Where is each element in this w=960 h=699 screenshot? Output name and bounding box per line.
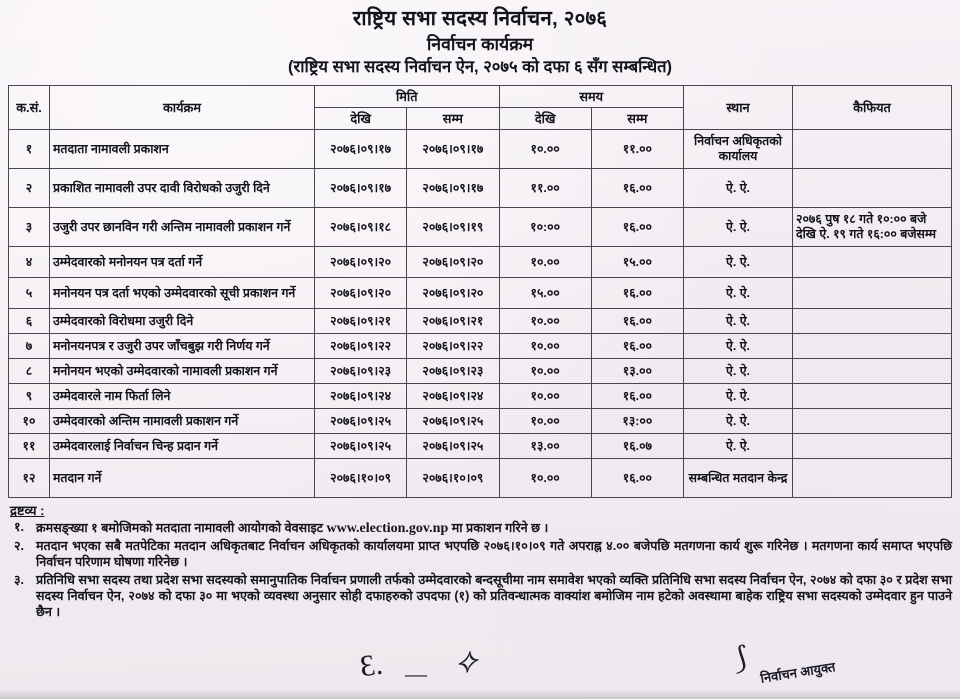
cell-program: उम्मेदवारको विरोधमा उजुरी दिने (50, 308, 315, 333)
cell-serial: ९ (9, 383, 50, 408)
notes-title: द्रष्टव्य : (10, 502, 45, 518)
cell-place: ऐ. ऐ. (684, 333, 793, 358)
cell-remarks (793, 246, 952, 277)
table-row (9, 277, 952, 308)
cell-time-from: १०.०० (499, 383, 591, 408)
note-text: प्रतिनिधि सभा सदस्य तथा प्रदेश सभा सदस्यको समानुपातिक निर्वाचन प्रणाली तर्फको उम्मेदवारको बन्दसूचीमा नाम समावेश भएको व्यक्ति प्रतिनिधि सभा सदस्य निर्वाचन ऐन, २०७४ को दफा ३० र प्रदेश सभा सदस्य निर्वाचन ऐन, २०७४ को दफा ३० मा भएको व्यवस्था अनुसार सोही दफाहरुको उपदफा (१) को प्रतिवन्धात्मक वाक्यांश बमोजिम नाम हटेको अवस्थामा बाहेक राष्ट्रिय सभा सदस्यको उम्मेदवार हुन पाउने छैन । (36, 573, 952, 619)
cell-remarks (793, 358, 952, 383)
cell-program: उम्मेदवारले नाम फिर्ता लिने (50, 383, 315, 408)
cell-program: मनोनयन पत्र दर्ता भएको उम्मेदवारको सूची प्रकाशन गर्ने (50, 277, 315, 308)
page-subtitle: निर्वाचन कार्यक्रम (426, 33, 534, 54)
note-number: १. (14, 519, 25, 534)
cell-remarks (793, 433, 952, 458)
cell-place: ऐ. ऐ. (684, 277, 793, 308)
column-header-place: स्थान (684, 85, 793, 129)
cell-date-from: २०७६।०९।१७ (315, 129, 407, 168)
table-row (9, 333, 952, 358)
cell-program: उम्मेदवारको मनोनयन पत्र दर्ता गर्ने (50, 246, 315, 277)
cell-place: ऐ. ऐ. (684, 383, 793, 408)
cell-date-from: २०७६।०९।१८ (315, 207, 407, 246)
column-header-time-group: समय (499, 85, 684, 107)
note-item (10, 539, 952, 571)
cell-remarks (793, 383, 952, 408)
cell-time-to: १५.०० (591, 246, 683, 277)
cell-date-from: २०७६।१०।०९ (315, 458, 407, 497)
table-header (9, 85, 952, 129)
cell-place: ऐ. ऐ. (684, 168, 793, 207)
cell-date-from: २०७६।०९।२० (315, 246, 407, 277)
cell-date-from: २०७६।०९।२२ (315, 333, 407, 358)
cell-program: उम्मेदवारको अन्तिम नामावली प्रकाशन गर्ने (50, 408, 315, 433)
cell-time-from: १३.०० (499, 433, 591, 458)
cell-place: सम्बन्धित मतदान केन्द्र (684, 458, 793, 497)
cell-program: उम्मेदवारलाई निर्वाचन चिन्ह प्रदान गर्ने (50, 433, 315, 458)
cell-time-to: १६.०० (591, 277, 683, 308)
cell-time-from: १०:०० (499, 207, 591, 246)
cell-time-from: १०.०० (499, 129, 591, 168)
column-header-date-from: देखि (315, 107, 407, 129)
cell-date-from: २०७६।०९।२३ (315, 358, 407, 383)
cell-remarks (793, 408, 952, 433)
cell-place: ऐ. ऐ. (684, 433, 793, 458)
cell-time-from: १०.०० (499, 246, 591, 277)
cell-time-to: १६.०० (591, 207, 683, 246)
cell-date-from: २०७६।०९।२१ (315, 308, 407, 333)
cell-remarks (793, 333, 952, 358)
signature-area (0, 641, 960, 699)
table-row (9, 433, 952, 458)
cell-date-to: २०७६।१०।०९ (407, 458, 499, 497)
column-header-program: कार्यक्रम (50, 85, 315, 129)
cell-time-from: १०.०० (499, 333, 591, 358)
cell-serial: २ (9, 168, 50, 207)
cell-remarks: २०७६ पुष १८ गते १०:०० बजे देखि ऐ. १९ गते १६:०० बजेसम्म (793, 207, 952, 246)
table-body (9, 129, 952, 497)
cell-serial: ४ (9, 246, 50, 277)
column-header-date-to: सम्म (407, 107, 499, 129)
cell-serial: १२ (9, 458, 50, 497)
cell-remarks (793, 168, 952, 207)
signature-dash: — (405, 661, 427, 686)
election-website-link[interactable]: www.election.gov.np (326, 520, 449, 536)
cell-time-from: ११.०० (499, 168, 591, 207)
cell-date-from: २०७६।०९।२५ (315, 408, 407, 433)
cell-time-to: १६.०० (591, 333, 683, 358)
cell-time-from: १०.०० (499, 408, 591, 433)
cell-time-to: १६.०७ (591, 433, 683, 458)
cell-time-to: १६.०० (591, 458, 683, 497)
cell-program: उजुरी उपर छानविन गरी अन्तिम नामावली प्रकाशन गर्ने (50, 207, 315, 246)
cell-date-to: २०७६।०९।२३ (407, 358, 499, 383)
page-title: राष्ट्रिय सभा सदस्य निर्वाचन, २०७६ (352, 7, 608, 30)
document-header (8, 0, 952, 79)
cell-place: ऐ. ऐ. (684, 246, 793, 277)
table-row (9, 383, 952, 408)
cell-serial: ७ (9, 333, 50, 358)
cell-remarks (793, 277, 952, 308)
table-row (9, 358, 952, 383)
cell-serial: ६ (9, 308, 50, 333)
note-number: २. (14, 539, 25, 554)
cell-serial: १० (9, 408, 50, 433)
column-header-serial: क.सं. (9, 85, 50, 129)
column-header-remarks: कैफियत (793, 85, 952, 129)
note-text (36, 520, 952, 538)
cell-time-to: १३.०० (591, 358, 683, 383)
cell-time-to: १६.०० (591, 308, 683, 333)
cell-time-to: १६.०० (591, 168, 683, 207)
note-item (10, 520, 952, 538)
cell-time-from: १०.०० (499, 308, 591, 333)
cell-serial: ११ (9, 433, 50, 458)
notes-section (8, 501, 952, 621)
note-text: मतदान भएका सबै मतपेटिका मतदान अधिकृतबाट निर्वाचन अधिकृतको कार्यालयमा प्राप्त भएपछि २०७६।१०।०९ गते अपराह्न ४.०० बजेपछि मतगणना कार्य शुरू गरिनेछ । मतगणना कार्य समाप्त भएपछि निर्वाचन परिणाम घोषणा गरिनेछ । (36, 539, 952, 570)
cell-date-to: २०७६।०९।२० (407, 246, 499, 277)
cell-date-to: २०७६।०९।१९ (407, 207, 499, 246)
cell-place: ऐ. ऐ. (684, 408, 793, 433)
table-row (9, 246, 952, 277)
cell-serial: १ (9, 129, 50, 168)
column-header-time-from: देखि (499, 107, 591, 129)
schedule-table-container (8, 85, 952, 498)
table-row (9, 168, 952, 207)
cell-remarks (793, 308, 952, 333)
cell-date-to: २०७६।०९।२२ (407, 333, 499, 358)
cell-time-from: १५.०० (499, 277, 591, 308)
cell-date-to: २०७६।०९।२१ (407, 308, 499, 333)
cell-date-from: २०७६।०९।२५ (315, 433, 407, 458)
cell-place: ऐ. ऐ. (684, 207, 793, 246)
table-header-row-top (9, 85, 952, 107)
signature-mark-right: ⟆ (732, 641, 750, 676)
signature-mark-center: ⟡ (453, 640, 480, 683)
cell-date-from: २०७६।०९।१७ (315, 168, 407, 207)
commissioner-label: निर्वाचन आयुक्त (759, 659, 837, 686)
cell-program: मतदाता नामावली प्रकाशन (50, 129, 315, 168)
table-row (9, 207, 952, 246)
column-header-date-group: मिति (315, 85, 500, 107)
election-schedule-table (8, 85, 952, 498)
legal-reference: (राष्ट्रिय सभा सदस्य निर्वाचन ऐन, २०७५ को दफा ६ सँग सम्बन्धित) (287, 58, 673, 77)
cell-serial: ५ (9, 277, 50, 308)
cell-time-from: १०.०० (499, 358, 591, 383)
cell-date-to: २०७६।०९।१७ (407, 168, 499, 207)
cell-program: मनोनयनपत्र र उजुरी उपर जाँचबुझ गरी निर्णय गर्ने (50, 333, 315, 358)
cell-time-to: १६.०० (591, 383, 683, 408)
cell-date-to: २०७६।०९।२५ (407, 433, 499, 458)
cell-date-from: २०७६।०९।२० (315, 277, 407, 308)
cell-remarks (793, 129, 952, 168)
note-text-after: मा प्रकाशन गरिने छ । (448, 520, 549, 535)
cell-place: निर्वाचन अधिकृतको कार्यालय (684, 129, 793, 168)
cell-time-to: ११.०० (591, 129, 683, 168)
cell-place: ऐ. ऐ. (684, 358, 793, 383)
cell-date-to: २०७६।०९।२५ (407, 408, 499, 433)
cell-time-from: १०.०० (499, 458, 591, 497)
table-row (9, 408, 952, 433)
cell-place: ऐ. ऐ. (684, 308, 793, 333)
note-text-before: क्रमसङ्ख्या १ बमोजिमको मतदाता नामावली आयोगको वेवसाइट (36, 520, 327, 535)
table-row (9, 129, 952, 168)
cell-program: मनोनयन भएको उम्मेदवारको नामावली प्रकाशन गर्ने (50, 358, 315, 383)
cell-serial: ८ (9, 358, 50, 383)
signature-mark-left: Ɛ. (357, 647, 385, 684)
cell-remarks (793, 458, 952, 497)
table-row (9, 458, 952, 497)
cell-time-to: १३:०० (591, 408, 683, 433)
table-row (9, 308, 952, 333)
cell-date-from: २०७६।०९।२४ (315, 383, 407, 408)
cell-date-to: २०७६।०९।२० (407, 277, 499, 308)
note-item (10, 573, 952, 621)
cell-serial: ३ (9, 207, 50, 246)
cell-program: मतदान गर्ने (50, 458, 315, 497)
note-number: ३. (14, 573, 25, 588)
cell-program: प्रकाशित नामावली उपर दावी विरोधको उजुरी दिने (50, 168, 315, 207)
cell-date-to: २०७६।०९।१७ (407, 129, 499, 168)
cell-date-to: २०७६।०९।२४ (407, 383, 499, 408)
column-header-time-to: सम्म (591, 107, 683, 129)
